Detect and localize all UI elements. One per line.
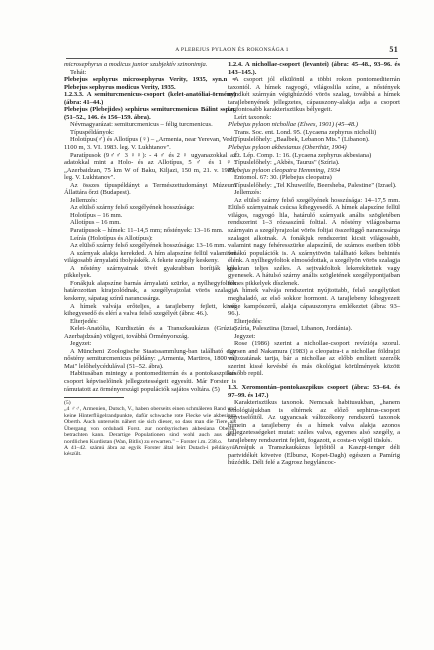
text-paragraph: Az elülső szárny felső szegélyének hosszúsága: 14–17,5 mm. Elülső szárnyainak csúcsa kihegyesedő. A hímek alapszíne fellül világos, ragyogó lila, határuló szárnyaik anális szögletében rendszerint 1–3 rózsaszínű folttal. A nőstény világosbarna szárnyain a szegélyrajzolat vörös foltjai összefüggő narancssárga szalagot alkotnak. A fonákjuk rendszerint kicsit világosabb, valamint nagy fehéresszürke alapszínű, de számos esetben több fonákú populációk is. A szárnytövön található kékes behintés élénk. A nyílhegyfoltok elmosódottak, a szegélyön vörös szalagja gyakran teljes széles. A sejtvakfoltok lekerekítettek vagy gyenesek. A hátulsó szárny anális szögletének szegélypontjaiban fémes pikkelyek díszlenek. bbox=[228, 196, 400, 287]
footnote-paragraph: A 41–42. számú ábra az egyik Forster által leírt Dutach-i példányról készült. bbox=[64, 444, 236, 458]
text-paragraph: Szíria, Palesztina (Izrael, Libanon, Jordánia). bbox=[234, 325, 353, 333]
text-paragraph: A hímek valvája erőteljes, a tarajlebeny fejlett, kissé kihegyesedő és elérí a valva felső szegélyét (ábra: 46.). bbox=[64, 302, 236, 318]
text-paragraph: Leírt taxonok: bbox=[234, 113, 272, 121]
text-paragraph: Areájuk a Transzkaukázus lejtőitől a Kaszpi-tenger déli partvidékét követve (Elbursz, Kopet-Dagh) egészen a Pamírig húzódik. Déli felé a Zagrosz hegyláncoc- bbox=[228, 444, 400, 467]
text-paragraph: Allotípus – 16 mm. bbox=[70, 219, 121, 227]
text-paragraph: A Müncheni Zoologische Staatssammlung-ban található egy nőstény semiturcmenicus példány: „Armenia, Martiros, 1800 m, Mai" lelőhelycédulával (51–52. ábra). bbox=[64, 347, 236, 370]
text-paragraph: Elterjedés: bbox=[234, 317, 262, 325]
text-paragraph: Jegyzet: bbox=[70, 340, 92, 348]
text-paragraph: A hímek valvája rendszerint nyújtottabb, felső szegélyüket meghaladó, az első sokkor hormont. A tarajlebeny kihegyezett vége kampószerű, alakja cápauszonyra emlékeztet (ábra: 93–96.). bbox=[228, 287, 400, 318]
running-title: A PLEBEJUS PYLAON ÉS ROKONSÁGA 1 bbox=[175, 47, 289, 53]
footnote-paragraph: „4 ♂♂, Armenien, Dutsch, V., haben oberseits einen schmäleren Rand und keine Hinterflügelrandpunkte, dafür schwache rote Flecke wie akbesiana Oberth. Auch unterseits nähert sie sich dieser, so dass man die Tiere als Übergang von ordubadi Forst. zur nordsyrischen akbesiana Oberth. betrachten kann. Derartige Populationen sind wohl auch aus dem nordlichen Kurdistan (Wan, Bitlis) zu erwarten." – Forster i.m. 238.o. bbox=[64, 406, 236, 445]
section-heading: Plebejus sephyrus microsephyrus Verity, 1935, syn.n = Plebejus sephyrus modicus Verity, 1935. bbox=[64, 76, 236, 91]
text-paragraph: A nőstény szárnyainak tövét gyakrabban borítják kék pikkelyek. bbox=[64, 264, 236, 280]
text-paragraph: Jellemzés: bbox=[70, 196, 98, 204]
text-paragraph: Plebejus pylaon akbesianus (Oberthür, 1904) bbox=[228, 144, 347, 152]
text-paragraph: Trans. Soc. ent. Lond. 95. (Lycaena zephyrus nicholli) bbox=[234, 128, 377, 136]
text-paragraph: Holotípus(♂) és Allotípus (♀) – „Armenia, near Yerevan, Vedi, 1100 m, 3. VI. 1983. leg. V. Lukhtanov". bbox=[64, 136, 236, 152]
text-paragraph: Rose (1986) szerint a nichollae-csoport revíziója szorul. Larsen and Nakamura (1983) a cleopatra-t a nichollae földrajzi változatának tartja, bár a nichollae az előbb említett szerzők szerint kissé kevésbé és más ökológiai körülmények között később repül. bbox=[228, 340, 400, 378]
text-paragraph: Leírás (Holotípus és Allotípus): bbox=[70, 234, 153, 242]
text-paragraph: Paratípusok (9♂♂ 3 ♀♀): - 4 ♂ és 2 ♀ ugyanazokkal az adatokkal mint a Holo- és az Allotípus, 5 ♂ és 1 ♀: „Azerbaidzan, 75 km W of Baku, Kiljazi, 150 m, 21. v. 1983, leg. V. Lukhtanov". bbox=[64, 151, 236, 182]
text-paragraph: Típuspéldányok: bbox=[70, 128, 115, 136]
page-number: 51 bbox=[389, 45, 398, 54]
text-paragraph: Jegyzet: bbox=[234, 332, 256, 340]
section-heading: 1.2.3.3. A semiturcmenicus-csoport (kelet-anatóliai-örmény) (ábra: 41–44.) bbox=[64, 91, 236, 106]
footnote-rule bbox=[64, 397, 124, 398]
left-text-column bbox=[64, 61, 236, 458]
text-paragraph: Plebejus pylaon nichollae (Elwes, 1901) (45–48.) bbox=[228, 121, 359, 129]
text-paragraph: Az összes típuspéldányt a Természettudományi Múzeum Állattára őrzi (Budapest). bbox=[64, 181, 236, 197]
text-paragraph: Plebejus pylaon cleopatra Hemming, 1934 bbox=[228, 166, 341, 174]
text-paragraph: Az elülső szárny felső szegélyének hosszúsága: bbox=[70, 204, 195, 212]
footnote-paragraph: (5) bbox=[64, 400, 71, 407]
section-heading: 1.3. Xeromontán–pontokaszpikus csoport (ábra: 53–64. és 97–99. és 147.) bbox=[228, 383, 400, 399]
text-paragraph: Névmagyarázat: semiturcmenicus – félig turcmenicus. bbox=[70, 121, 213, 129]
text-paragraph: A csoport jól elkülönül a többi rokon pontomediterrán taxontól. A hímek ragyogó, világoslila színe, a nőstények mindkét szárnyán végighúzódó vörös szalag, továbbá a hímek tarajlebenyének jellegzetes, cápauszony-alakja adja a csoport legfontosabb karakterisztikus bélyegeit. bbox=[228, 76, 400, 114]
text-paragraph: Paratípusok – hímek: 11–14,5 mm; nőstények: 13–16 mm. bbox=[70, 227, 224, 235]
text-paragraph: Típuslelőhely: „Tel Khuweilfe, Beersheba, Palestine" (Izrael). bbox=[234, 181, 397, 189]
text-paragraph: Típuslelőhely: „Akbès, Taurus" (Szíria). bbox=[234, 159, 340, 167]
text-paragraph: Jellemzés: bbox=[234, 189, 262, 197]
text-paragraph: Elterjedés: bbox=[70, 317, 98, 325]
text-paragraph: Típuslelőhely: „Baalbek, Lebanon Mts." (Libanon). bbox=[234, 136, 370, 144]
section-heading: 1.2.4. A nichollae-csoport (levantei) (ábra: 45–48., 93–96. és 143–145.). bbox=[228, 61, 400, 76]
text-paragraph: Fonákjuk alapszíne barnás árnyalatú szürke, a nyílhegyfoltok határozottan kirajzolódnak, a szegélyrajzolat vörös szalagja keskeny, sápatag színű narancssárga. bbox=[64, 279, 236, 302]
right-text-column bbox=[228, 61, 400, 467]
text-paragraph: Entomol. 67: 30. (Plebejus cleopatra) bbox=[234, 174, 332, 182]
running-header bbox=[66, 44, 398, 59]
section-heading: Plebejus (Plebejides) sephirus semiturcmenicus Bálint ssp.n. (51–52., 146. és 156–159. ábra). bbox=[64, 106, 236, 121]
text-paragraph: microsephyrus a modicus junior szubjektív szinonimja. bbox=[64, 61, 208, 68]
text-paragraph: Holotípus – 16 mm. bbox=[70, 211, 123, 219]
text-paragraph: Kelet-Anatólia, Kurdisztán és a Transzkaukázus (Grúzia, Azerbajdzsán) völgyei, továbbá Örményország. bbox=[64, 325, 236, 340]
text-paragraph: Tehát: bbox=[70, 68, 87, 76]
text-paragraph: A szárnyak alakja kerekded. A hím alapszíne fellül valamivel világosabb árnyalatú ibolyáskék. A fekete szegély keskeny. bbox=[64, 249, 236, 265]
text-paragraph: Az elülső szárny felső szegélyének hosszúsága: 13–16 mm. bbox=[70, 242, 226, 250]
text-paragraph: Ét. Lép. Comp. 1: 16. (Lycaena zephyrus akbesiana) bbox=[234, 151, 372, 159]
text-paragraph: Habitusában mintegy a pontomediterrán és a pontokaszpikus csoport képviselőinek jellegzetességeit egyesíti. Már Forster is rámutatott az örményországi populációk sajátos voltára. (5) bbox=[64, 370, 236, 393]
text-paragraph: Karakterisztikus taxonok. Nemcsak habitusukban, „hanem fenológiájukban is eltérnek az előző sephirus-csoport képviselőitől. Az ugyancsak változékony rendszerű taxonok hímein a tarajlebeny és a hímek valva alakja azonos jellegzetességeket mutat: széles valva, egyenes alsó szegély, a tarajlebeny rendszerint fejlett, fogazott, a costa-n végül tüskés. bbox=[228, 399, 400, 444]
